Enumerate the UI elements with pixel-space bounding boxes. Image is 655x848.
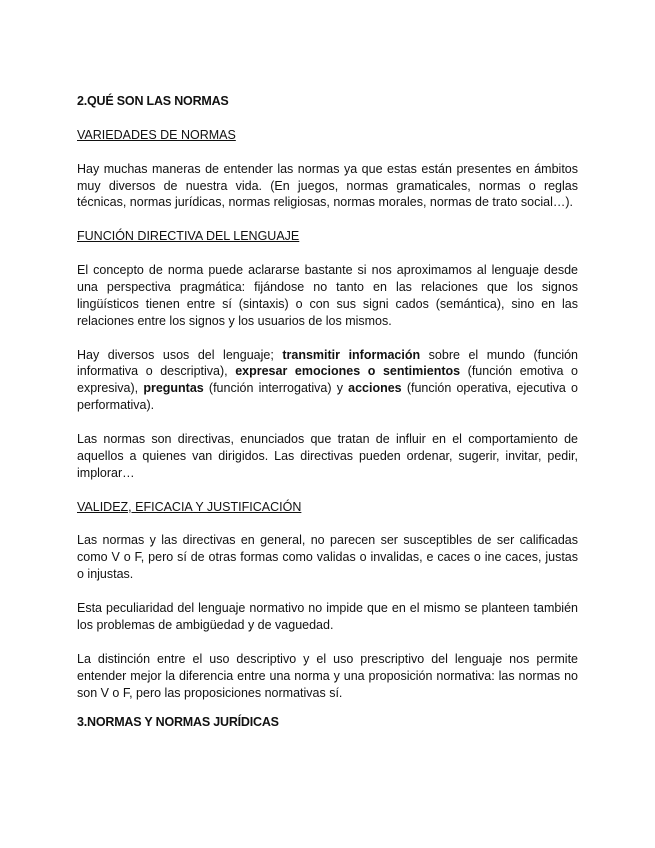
text-span: (función emotiva o expresiva), — [77, 364, 579, 396]
paragraph-validez-3: La distinción entre el uso descriptivo y el uso prescriptivo del lenguaje nos permite entender mejor la diferencia entre una norma y una proposición normativa: las normas no son V o F, pero las proposiciones normativas sí. — [77, 651, 578, 700]
bold-acciones: acciones — [348, 381, 402, 396]
text-span: sobre el mundo (función informativa o descriptiva), — [77, 347, 578, 379]
subtitle-validez: VALIDEZ, EFICACIA Y JUSTIFICACIÓN — [77, 499, 302, 514]
subtitle-variedades: VARIEDADES DE NORMAS — [77, 127, 236, 142]
section-3-title: 3.NORMAS Y NORMAS JURÍDICAS — [77, 715, 279, 730]
document-page — [77, 93, 578, 731]
paragraph-validez-1: Las normas y las directivas en general, no parecen ser susceptibles de ser calificadas como V o F, pero sí de otras formas como validas o invalidas, e caces o ine caces, justas o injustas. — [77, 533, 578, 582]
section-2-title: 2.QUÉ SON LAS NORMAS — [77, 94, 229, 108]
text-span: (función interrogativa) y — [203, 381, 349, 396]
paragraph-validez-2: Esta peculiaridad del lenguaje normativo no impide que en el mismo se planteen también los problemas de ambigüedad y de vaguedad. — [77, 601, 578, 632]
paragraph-funcion-2 — [77, 347, 578, 415]
paragraph-funcion-3: Las normas son directivas, enunciados que tratan de influir en el comportamiento de aquellos a quienes van dirigidos. Las directivas pueden ordenar, sugerir, invitar, pedir, implorar… — [77, 432, 578, 480]
text-span: (función operativa, ejecutiva o performativa). — [77, 381, 578, 413]
bold-preguntas: preguntas — [143, 381, 204, 396]
bold-expresar: expresar emociones o sentimientos — [235, 364, 461, 379]
bold-transmitir: transmitir información — [282, 347, 421, 362]
paragraph-funcion-1: El concepto de norma puede aclararse bastante si nos aproximamos al lenguaje desde una perspectiva pragmática: fijándose no tanto en las relaciones que los signos lingüísticos tienen entre sí (sintaxis) o con sus signi cados (semántica), sino en las relaciones entre los signos y los usuarios de los mismos. — [77, 263, 578, 328]
paragraph-variedades: Hay muchas maneras de entender las normas ya que estas están presentes en ámbitos muy diversos de nuestra vida. (En juegos, normas gramaticales, normas o reglas técnicas, normas jurídicas, normas religiosas, normas morales, normas de trato social…). — [77, 161, 578, 210]
subtitle-funcion-directiva: FUNCIÓN DIRECTIVA DEL LENGUAJE — [77, 229, 300, 244]
text-span: Hay diversos usos del lenguaje; — [77, 347, 283, 362]
